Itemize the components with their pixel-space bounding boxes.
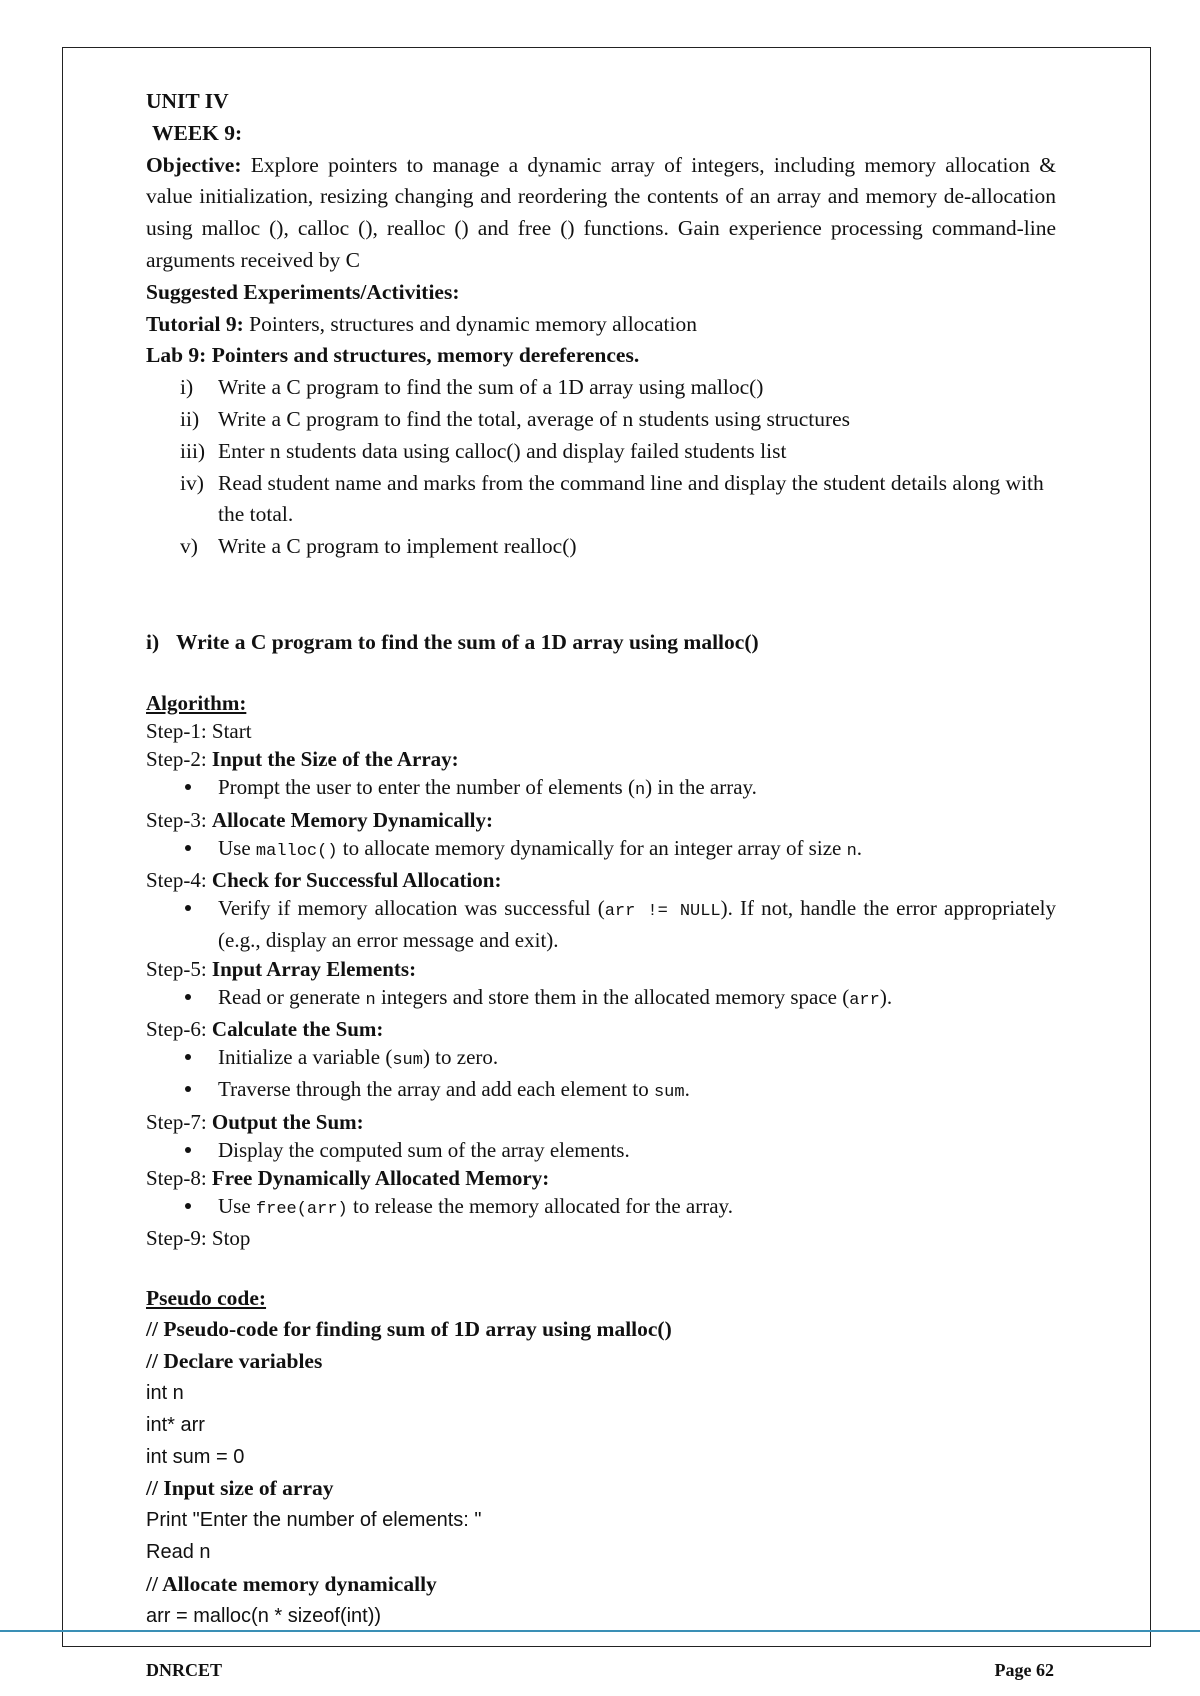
pseudo-code-block xyxy=(146,1314,1056,1632)
bullet-item: Verify if memory allocation was successful (arr != NULL). If not, handle the error appropriately (e.g., display an error message and exit). xyxy=(146,894,1056,954)
question-heading xyxy=(146,627,1056,659)
step-6: Step-6: Calculate the Sum: xyxy=(146,1016,384,1041)
step-5: Step-5: Input Array Elements: xyxy=(146,956,417,981)
tutorial-label: Tutorial 9: xyxy=(146,311,244,336)
pseudo-comment: // Pseudo-code for finding sum of 1D array using malloc() xyxy=(146,1317,672,1342)
tutorial-text: Pointers, structures and dynamic memory allocation xyxy=(249,311,697,336)
item-number: v) xyxy=(180,534,198,559)
bullet-item: Traverse through the array and add each element to sum. xyxy=(146,1075,1056,1107)
document-body xyxy=(146,86,1056,1632)
objective-text: Explore pointers to manage a dynamic array of integers, including memory allocation & value initialization, resizing changing and reordering the contents of an array and memory de-allocation using malloc (), calloc (), realloc () and free () functions. Gain experience processing command-line arguments received by C xyxy=(146,152,1056,272)
page-number: Page 62 xyxy=(994,1660,1054,1680)
item-number: ii) xyxy=(180,406,200,431)
pseudo-comment: // Declare variables xyxy=(146,1349,323,1374)
pseudo-line: Read n xyxy=(146,1540,211,1563)
step-8: Step-8: Free Dynamically Allocated Memory: xyxy=(146,1166,550,1190)
item-text: Enter n students data using calloc() and display failed students list xyxy=(218,438,787,463)
pseudo-line: arr = malloc(n * sizeof(int)) xyxy=(146,1604,382,1627)
bullet-item: Display the computed sum of the array elements. xyxy=(146,1136,1056,1164)
tutorial-line xyxy=(146,309,1056,341)
item-text: Read student name and marks from the command line and display the student details along with the total. xyxy=(218,470,1044,527)
pseudo-line: int* arr xyxy=(146,1413,205,1436)
step-9: Step-9: Stop xyxy=(146,1226,251,1251)
step-2: Step-2: Input the Size of the Array: xyxy=(146,747,459,772)
bullet-item: Prompt the user to enter the number of elements (n) in the array. xyxy=(146,773,1056,805)
pseudo-comment: // Input size of array xyxy=(146,1476,334,1501)
item-number: iv) xyxy=(180,470,204,495)
item-text: Write a C program to find the sum of a 1D array using malloc() xyxy=(218,375,764,400)
pseudo-line: int n xyxy=(146,1382,184,1404)
item-text: Write a C program to find the total, average of n students using structures xyxy=(218,406,851,431)
item-number: i) xyxy=(180,375,194,400)
week-heading: WEEK 9: xyxy=(152,120,243,145)
bullet-item: Use malloc() to allocate memory dynamically for an integer array of size n. xyxy=(146,834,1056,866)
algorithm-heading: Algorithm: xyxy=(146,690,247,715)
step-1: Step-1: Start xyxy=(146,718,252,743)
list-item xyxy=(146,372,1056,404)
bullet-item: Use free(arr) to release the memory allocated for the array. xyxy=(146,1192,1056,1224)
list-item xyxy=(146,468,1056,532)
footer-institution: DNRCET xyxy=(146,1660,223,1680)
pseudo-line: Print "Enter the number of elements: " xyxy=(146,1509,482,1532)
pseudo-line: int sum = 0 xyxy=(146,1445,245,1468)
step-7: Step-7: Output the Sum: xyxy=(146,1109,364,1134)
objective-paragraph xyxy=(146,150,1056,277)
list-item xyxy=(146,436,1056,468)
item-text: Write a C program to implement realloc() xyxy=(218,534,577,559)
item-number: iii) xyxy=(180,438,206,463)
pseudo-comment: // Allocate memory dynamically xyxy=(146,1571,437,1596)
algorithm-section xyxy=(146,689,1056,1253)
question-number: i) xyxy=(146,629,160,654)
bullet-item: Initialize a variable (sum) to zero. xyxy=(146,1043,1056,1075)
suggested-heading: Suggested Experiments/Activities: xyxy=(146,279,460,304)
experiment-list xyxy=(146,372,1056,563)
objective-label: Objective: xyxy=(146,152,242,177)
bullet-item: Read or generate n integers and store them in the allocated memory space (arr). xyxy=(146,983,1056,1015)
pseudo-heading: Pseudo code: xyxy=(146,1285,267,1310)
step-3: Step-3: Allocate Memory Dynamically: xyxy=(146,807,494,832)
question-title: Write a C program to find the sum of a 1D array using malloc() xyxy=(176,629,759,654)
lab-heading: Lab 9: Pointers and structures, memory dereferences. xyxy=(146,343,640,368)
list-item xyxy=(146,404,1056,436)
list-item xyxy=(146,531,1056,563)
step-4: Step-4: Check for Successful Allocation: xyxy=(146,867,502,892)
unit-heading: UNIT IV xyxy=(146,89,229,113)
footer-rule xyxy=(0,1630,1200,1632)
